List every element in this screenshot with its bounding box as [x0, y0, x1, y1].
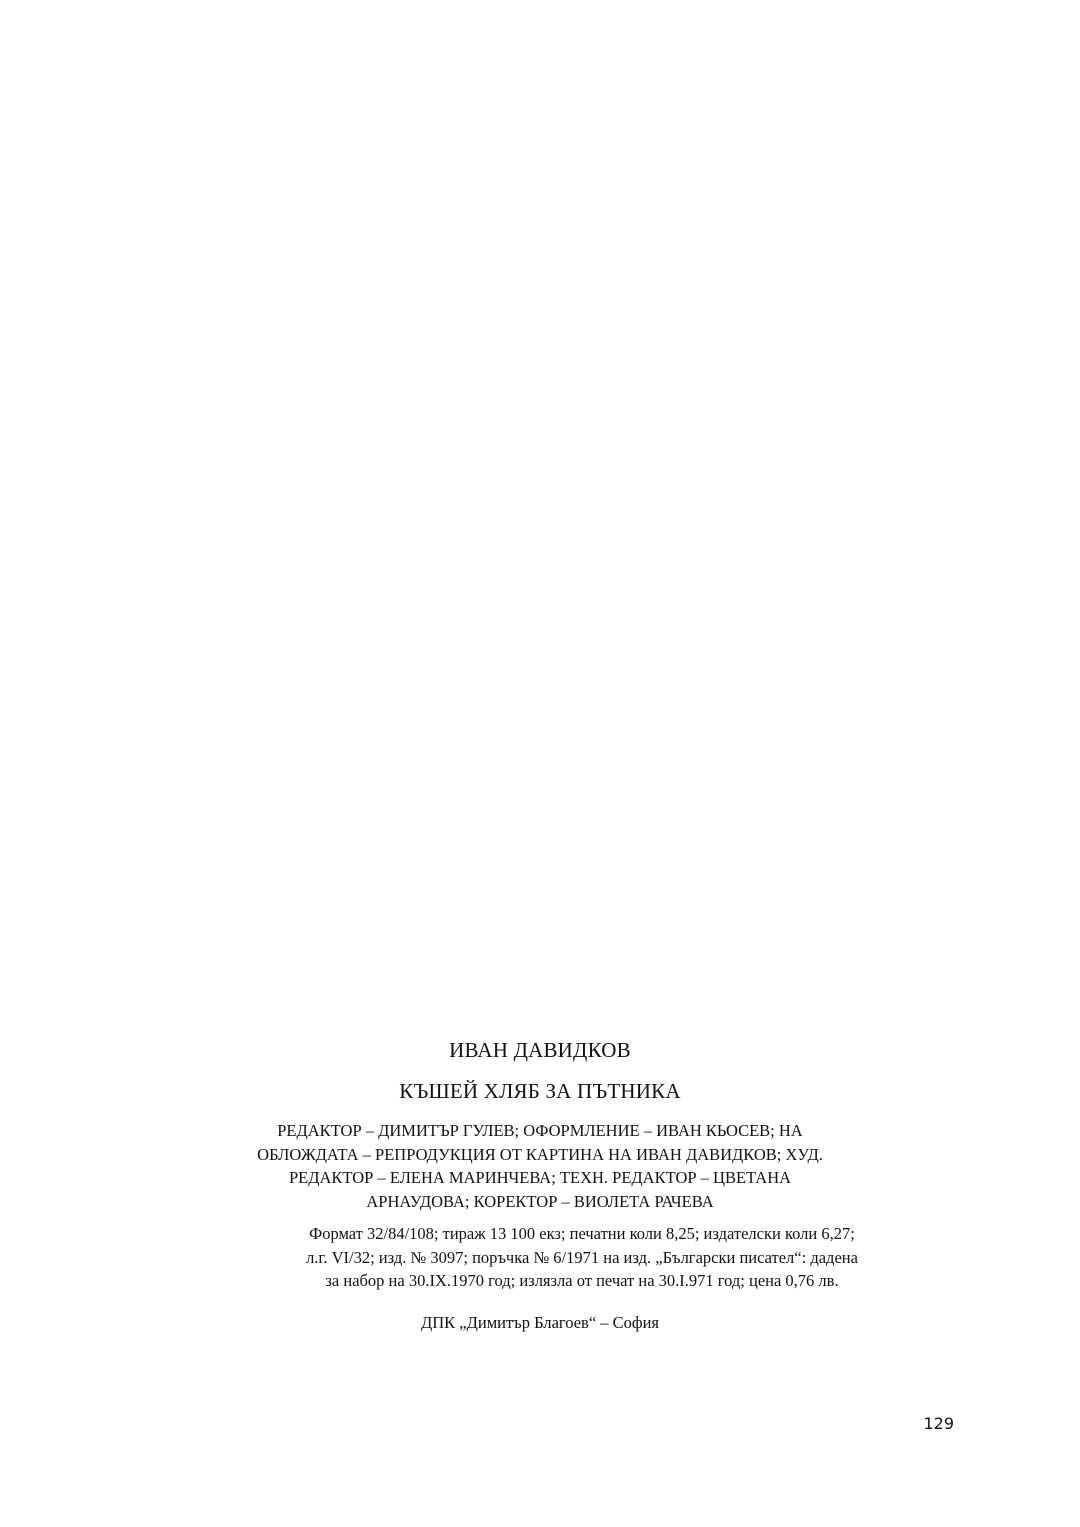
printer-line: ДПК „Димитър Благоев“ – София — [420, 1312, 660, 1332]
editorial-credits: РЕДАКТОР – ДИМИТЪР ГУЛЕВ; ОФОРМЛЕНИЕ – ИВАН КЬОСЕВ; НА ОБЛОЖДАТА – РЕПРОДУКЦИЯ ОТ КАРТИНА НА ИВАН ДАВИДКОВ; ХУД. РЕДАКТОР – ЕЛЕНА МАРИНЧЕВА; ТЕХН. РЕДАКТОР – ЦВЕТАНА АРНАУДОВА; КОРЕКТОР – ВИОЛЕТА РАЧЕВА — [257, 1121, 823, 1211]
book-title: КЪШЕЙ ХЛЯБ ЗА ПЪТНИКА — [399, 1079, 681, 1103]
author-name: ИВАН ДАВИДКОВ — [449, 1038, 631, 1062]
colophon — [0, 1036, 1080, 1334]
page-number: 129 — [923, 1414, 954, 1433]
imprint-details: Формат 32/84/108; тираж 13 100 екз; печатни коли 8,25; издателски коли 6,27; л.г. VI/32; изд. № 3097; поръчка № 6/1971 на изд. „Български писател“: дадена за набор на 30.IX.1970 год; излязла от печат на 30.I.971 год; цена 0,76 лв. — [306, 1224, 858, 1290]
